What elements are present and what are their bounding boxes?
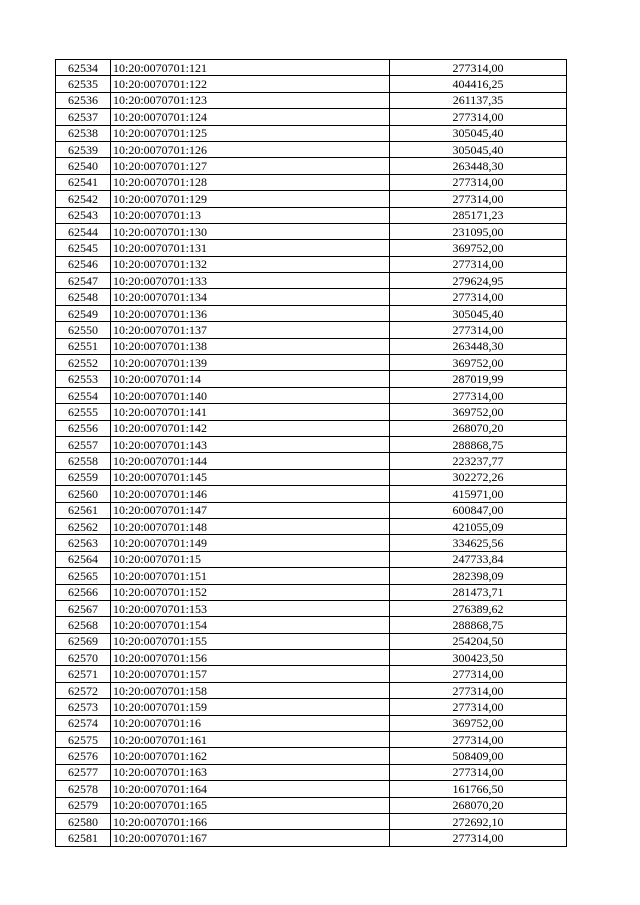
table-row	[56, 273, 567, 289]
row-number-cell: 62560	[56, 486, 111, 502]
table-row	[56, 240, 567, 256]
cadastral-value-cell: 415971,00	[390, 486, 567, 502]
row-number-cell: 62563	[56, 535, 111, 551]
row-number-cell: 62536	[56, 92, 111, 108]
table-row	[56, 109, 567, 125]
cadastral-number-cell: 10:20:0070701:166	[111, 813, 390, 829]
cadastral-number-cell: 10:20:0070701:142	[111, 420, 390, 436]
table-row	[56, 732, 567, 748]
cadastral-number-cell: 10:20:0070701:129	[111, 191, 390, 207]
table-row	[56, 436, 567, 452]
cadastral-number-cell: 10:20:0070701:122	[111, 76, 390, 92]
cadastral-number-cell: 10:20:0070701:138	[111, 338, 390, 354]
cadastral-value-cell: 254204,50	[390, 633, 567, 649]
table-row	[56, 486, 567, 502]
row-number-cell: 62580	[56, 813, 111, 829]
cadastral-number-cell: 10:20:0070701:167	[111, 830, 390, 846]
cadastral-value-cell: 277314,00	[390, 732, 567, 748]
table-row	[56, 191, 567, 207]
row-number-cell: 62581	[56, 830, 111, 846]
cadastral-number-cell: 10:20:0070701:125	[111, 125, 390, 141]
cadastral-value-table	[55, 59, 567, 847]
cadastral-value-cell: 281473,71	[390, 584, 567, 600]
cadastral-number-cell: 10:20:0070701:147	[111, 502, 390, 518]
table-row	[56, 797, 567, 813]
row-number-cell: 62554	[56, 387, 111, 403]
cadastral-value-cell: 279624,95	[390, 273, 567, 289]
cadastral-value-cell: 276389,62	[390, 600, 567, 616]
cadastral-value-cell: 277314,00	[390, 764, 567, 780]
row-number-cell: 62548	[56, 289, 111, 305]
cadastral-value-cell: 272692,10	[390, 813, 567, 829]
cadastral-number-cell: 10:20:0070701:15	[111, 551, 390, 567]
table-row	[56, 125, 567, 141]
table-row	[56, 682, 567, 698]
row-number-cell: 62557	[56, 436, 111, 452]
cadastral-value-cell: 277314,00	[390, 256, 567, 272]
row-number-cell: 62572	[56, 682, 111, 698]
row-number-cell: 62546	[56, 256, 111, 272]
row-number-cell: 62570	[56, 650, 111, 666]
table-row	[56, 60, 567, 76]
table-row	[56, 355, 567, 371]
cadastral-number-cell: 10:20:0070701:155	[111, 633, 390, 649]
cadastral-value-cell: 369752,00	[390, 240, 567, 256]
cadastral-number-cell: 10:20:0070701:123	[111, 92, 390, 108]
table-row	[56, 420, 567, 436]
cadastral-value-cell: 369752,00	[390, 355, 567, 371]
row-number-cell: 62574	[56, 715, 111, 731]
table-row	[56, 469, 567, 485]
table-row	[56, 223, 567, 239]
table-row	[56, 338, 567, 354]
row-number-cell: 62555	[56, 404, 111, 420]
cadastral-value-cell: 302272,26	[390, 469, 567, 485]
row-number-cell: 62573	[56, 699, 111, 715]
table-row	[56, 174, 567, 190]
cadastral-value-cell: 268070,20	[390, 797, 567, 813]
row-number-cell: 62569	[56, 633, 111, 649]
cadastral-value-cell: 277314,00	[390, 60, 567, 76]
row-number-cell: 62539	[56, 141, 111, 157]
table-row	[56, 518, 567, 534]
cadastral-value-cell: 277314,00	[390, 666, 567, 682]
row-number-cell: 62551	[56, 338, 111, 354]
cadastral-number-cell: 10:20:0070701:134	[111, 289, 390, 305]
cadastral-number-cell: 10:20:0070701:152	[111, 584, 390, 600]
cadastral-number-cell: 10:20:0070701:145	[111, 469, 390, 485]
cadastral-number-cell: 10:20:0070701:132	[111, 256, 390, 272]
cadastral-value-cell: 277314,00	[390, 322, 567, 338]
row-number-cell: 62579	[56, 797, 111, 813]
table-row	[56, 551, 567, 567]
table-body	[56, 60, 567, 847]
row-number-cell: 62553	[56, 371, 111, 387]
cadastral-number-cell: 10:20:0070701:154	[111, 617, 390, 633]
cadastral-value-cell: 305045,40	[390, 305, 567, 321]
cadastral-value-cell: 247733,84	[390, 551, 567, 567]
cadastral-number-cell: 10:20:0070701:16	[111, 715, 390, 731]
cadastral-number-cell: 10:20:0070701:139	[111, 355, 390, 371]
row-number-cell: 62538	[56, 125, 111, 141]
cadastral-number-cell: 10:20:0070701:149	[111, 535, 390, 551]
table-row	[56, 617, 567, 633]
row-number-cell: 62545	[56, 240, 111, 256]
cadastral-value-cell: 263448,30	[390, 158, 567, 174]
cadastral-value-cell: 404416,25	[390, 76, 567, 92]
row-number-cell: 62571	[56, 666, 111, 682]
cadastral-value-cell: 369752,00	[390, 404, 567, 420]
table-row	[56, 650, 567, 666]
row-number-cell: 62540	[56, 158, 111, 174]
row-number-cell: 62568	[56, 617, 111, 633]
row-number-cell: 62537	[56, 109, 111, 125]
cadastral-value-cell: 334625,56	[390, 535, 567, 551]
row-number-cell: 62541	[56, 174, 111, 190]
cadastral-number-cell: 10:20:0070701:126	[111, 141, 390, 157]
cadastral-number-cell: 10:20:0070701:159	[111, 699, 390, 715]
cadastral-value-cell: 508409,00	[390, 748, 567, 764]
cadastral-value-cell: 277314,00	[390, 699, 567, 715]
table-row	[56, 535, 567, 551]
cadastral-value-cell: 287019,99	[390, 371, 567, 387]
table-row	[56, 830, 567, 846]
row-number-cell: 62556	[56, 420, 111, 436]
row-number-cell: 62547	[56, 273, 111, 289]
cadastral-number-cell: 10:20:0070701:143	[111, 436, 390, 452]
cadastral-value-cell: 305045,40	[390, 125, 567, 141]
table-row	[56, 404, 567, 420]
cadastral-number-cell: 10:20:0070701:156	[111, 650, 390, 666]
cadastral-number-cell: 10:20:0070701:141	[111, 404, 390, 420]
row-number-cell: 62552	[56, 355, 111, 371]
cadastral-value-cell: 305045,40	[390, 141, 567, 157]
row-number-cell: 62549	[56, 305, 111, 321]
cadastral-number-cell: 10:20:0070701:131	[111, 240, 390, 256]
row-number-cell: 62577	[56, 764, 111, 780]
row-number-cell: 62544	[56, 223, 111, 239]
cadastral-number-cell: 10:20:0070701:133	[111, 273, 390, 289]
cadastral-value-cell: 288868,75	[390, 617, 567, 633]
table-row	[56, 633, 567, 649]
cadastral-number-cell: 10:20:0070701:140	[111, 387, 390, 403]
table-row	[56, 76, 567, 92]
cadastral-number-cell: 10:20:0070701:137	[111, 322, 390, 338]
cadastral-value-cell: 277314,00	[390, 174, 567, 190]
cadastral-value-cell: 161766,50	[390, 781, 567, 797]
row-number-cell: 62543	[56, 207, 111, 223]
cadastral-number-cell: 10:20:0070701:130	[111, 223, 390, 239]
cadastral-value-cell: 288868,75	[390, 436, 567, 452]
cadastral-number-cell: 10:20:0070701:148	[111, 518, 390, 534]
row-number-cell: 62535	[56, 76, 111, 92]
table-row	[56, 256, 567, 272]
cadastral-number-cell: 10:20:0070701:162	[111, 748, 390, 764]
cadastral-number-cell: 10:20:0070701:153	[111, 600, 390, 616]
cadastral-number-cell: 10:20:0070701:13	[111, 207, 390, 223]
table-row	[56, 322, 567, 338]
row-number-cell: 62564	[56, 551, 111, 567]
table-row	[56, 305, 567, 321]
cadastral-value-cell: 369752,00	[390, 715, 567, 731]
row-number-cell: 62576	[56, 748, 111, 764]
table-row	[56, 502, 567, 518]
row-number-cell: 62565	[56, 568, 111, 584]
cadastral-number-cell: 10:20:0070701:146	[111, 486, 390, 502]
row-number-cell: 62542	[56, 191, 111, 207]
cadastral-value-cell: 285171,23	[390, 207, 567, 223]
table-row	[56, 666, 567, 682]
table-row	[56, 371, 567, 387]
table-row	[56, 207, 567, 223]
row-number-cell: 62578	[56, 781, 111, 797]
table-row	[56, 781, 567, 797]
cadastral-number-cell: 10:20:0070701:124	[111, 109, 390, 125]
table-row	[56, 764, 567, 780]
row-number-cell: 62534	[56, 60, 111, 76]
cadastral-number-cell: 10:20:0070701:165	[111, 797, 390, 813]
cadastral-value-cell: 231095,00	[390, 223, 567, 239]
cadastral-value-cell: 600847,00	[390, 502, 567, 518]
cadastral-value-cell: 268070,20	[390, 420, 567, 436]
cadastral-value-cell: 277314,00	[390, 830, 567, 846]
row-number-cell: 62562	[56, 518, 111, 534]
cadastral-value-cell: 277314,00	[390, 387, 567, 403]
cadastral-value-cell: 261137,35	[390, 92, 567, 108]
cadastral-number-cell: 10:20:0070701:164	[111, 781, 390, 797]
table-row	[56, 699, 567, 715]
cadastral-value-cell: 223237,77	[390, 453, 567, 469]
table-row	[56, 289, 567, 305]
cadastral-value-cell: 282398,09	[390, 568, 567, 584]
cadastral-number-cell: 10:20:0070701:14	[111, 371, 390, 387]
cadastral-value-cell: 263448,30	[390, 338, 567, 354]
cadastral-value-cell: 277314,00	[390, 191, 567, 207]
cadastral-value-cell: 277314,00	[390, 682, 567, 698]
table-row	[56, 158, 567, 174]
cadastral-number-cell: 10:20:0070701:151	[111, 568, 390, 584]
cadastral-value-cell: 277314,00	[390, 289, 567, 305]
table-row	[56, 92, 567, 108]
table-row	[56, 387, 567, 403]
cadastral-number-cell: 10:20:0070701:121	[111, 60, 390, 76]
cadastral-number-cell: 10:20:0070701:136	[111, 305, 390, 321]
cadastral-value-cell: 421055,09	[390, 518, 567, 534]
row-number-cell: 62558	[56, 453, 111, 469]
cadastral-number-cell: 10:20:0070701:144	[111, 453, 390, 469]
cadastral-value-cell: 300423,50	[390, 650, 567, 666]
row-number-cell: 62567	[56, 600, 111, 616]
cadastral-number-cell: 10:20:0070701:163	[111, 764, 390, 780]
table-row	[56, 568, 567, 584]
table-row	[56, 453, 567, 469]
cadastral-number-cell: 10:20:0070701:158	[111, 682, 390, 698]
table-row	[56, 584, 567, 600]
row-number-cell: 62559	[56, 469, 111, 485]
cadastral-number-cell: 10:20:0070701:128	[111, 174, 390, 190]
cadastral-value-cell: 277314,00	[390, 109, 567, 125]
cadastral-number-cell: 10:20:0070701:161	[111, 732, 390, 748]
table-row	[56, 813, 567, 829]
row-number-cell: 62550	[56, 322, 111, 338]
row-number-cell: 62575	[56, 732, 111, 748]
table-row	[56, 141, 567, 157]
table-row	[56, 715, 567, 731]
cadastral-number-cell: 10:20:0070701:127	[111, 158, 390, 174]
table-row	[56, 748, 567, 764]
table-row	[56, 600, 567, 616]
row-number-cell: 62561	[56, 502, 111, 518]
row-number-cell: 62566	[56, 584, 111, 600]
cadastral-number-cell: 10:20:0070701:157	[111, 666, 390, 682]
